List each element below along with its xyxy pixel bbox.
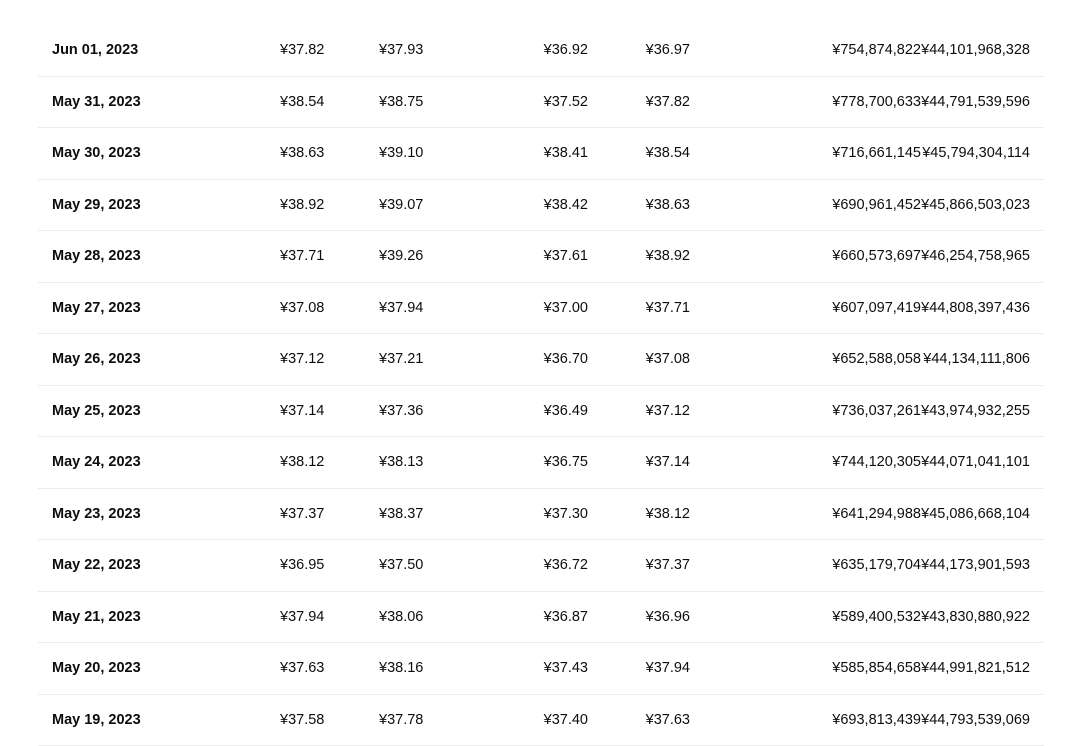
- high-cell: ¥37.93: [379, 25, 423, 77]
- table-row: [38, 25, 1044, 77]
- market-cap-cell: ¥44,101,968,328: [921, 25, 1030, 77]
- table-row: [38, 489, 1044, 541]
- volume-cell: ¥589,400,532: [832, 592, 921, 644]
- volume-cell: ¥744,120,305: [832, 437, 921, 489]
- volume-cell: ¥585,854,658: [832, 643, 921, 695]
- low-cell: ¥36.70: [544, 334, 588, 386]
- low-cell: ¥37.00: [544, 283, 588, 335]
- close-cell: ¥37.82: [646, 77, 690, 129]
- open-cell: ¥38.92: [280, 180, 324, 232]
- high-cell: ¥37.36: [379, 386, 423, 438]
- close-cell: ¥38.63: [646, 180, 690, 232]
- close-cell: ¥37.94: [646, 643, 690, 695]
- volume-cell: ¥690,961,452: [832, 180, 921, 232]
- volume-cell: ¥693,813,439: [832, 695, 921, 746]
- market-cap-cell: ¥45,086,668,104: [921, 489, 1030, 541]
- open-cell: ¥37.14: [280, 386, 324, 438]
- high-cell: ¥37.50: [379, 540, 423, 592]
- market-cap-cell: ¥44,793,539,069: [921, 695, 1030, 746]
- low-cell: ¥36.87: [544, 592, 588, 644]
- low-cell: ¥36.72: [544, 540, 588, 592]
- open-cell: ¥37.94: [280, 592, 324, 644]
- market-cap-cell: ¥44,808,397,436: [921, 283, 1030, 335]
- volume-cell: ¥754,874,822: [832, 25, 921, 77]
- market-cap-cell: ¥44,071,041,101: [921, 437, 1030, 489]
- market-cap-cell: ¥44,991,821,512: [921, 643, 1030, 695]
- close-cell: ¥37.14: [646, 437, 690, 489]
- close-cell: ¥37.08: [646, 334, 690, 386]
- close-cell: ¥37.71: [646, 283, 690, 335]
- table-row: [38, 180, 1044, 232]
- date-cell: May 29, 2023: [52, 180, 141, 232]
- open-cell: ¥37.37: [280, 489, 324, 541]
- low-cell: ¥37.43: [544, 643, 588, 695]
- date-cell: May 30, 2023: [52, 128, 141, 180]
- volume-cell: ¥652,588,058: [832, 334, 921, 386]
- table-row: [38, 437, 1044, 489]
- high-cell: ¥39.10: [379, 128, 423, 180]
- open-cell: ¥38.63: [280, 128, 324, 180]
- open-cell: ¥37.82: [280, 25, 324, 77]
- date-cell: May 19, 2023: [52, 695, 141, 746]
- volume-cell: ¥607,097,419: [832, 283, 921, 335]
- date-cell: May 22, 2023: [52, 540, 141, 592]
- high-cell: ¥38.16: [379, 643, 423, 695]
- table-row: [38, 128, 1044, 180]
- table-row: [38, 592, 1044, 644]
- market-cap-cell: ¥45,866,503,023: [921, 180, 1030, 232]
- date-cell: May 25, 2023: [52, 386, 141, 438]
- close-cell: ¥37.12: [646, 386, 690, 438]
- date-cell: May 20, 2023: [52, 643, 141, 695]
- volume-cell: ¥660,573,697: [832, 231, 921, 283]
- low-cell: ¥38.41: [544, 128, 588, 180]
- open-cell: ¥37.12: [280, 334, 324, 386]
- low-cell: ¥37.61: [544, 231, 588, 283]
- volume-cell: ¥736,037,261: [832, 386, 921, 438]
- high-cell: ¥38.75: [379, 77, 423, 129]
- close-cell: ¥38.12: [646, 489, 690, 541]
- volume-cell: ¥716,661,145: [832, 128, 921, 180]
- high-cell: ¥37.21: [379, 334, 423, 386]
- volume-cell: ¥635,179,704: [832, 540, 921, 592]
- volume-cell: ¥778,700,633: [832, 77, 921, 129]
- close-cell: ¥37.63: [646, 695, 690, 746]
- table-row: [38, 540, 1044, 592]
- date-cell: May 24, 2023: [52, 437, 141, 489]
- high-cell: ¥37.78: [379, 695, 423, 746]
- low-cell: ¥37.52: [544, 77, 588, 129]
- low-cell: ¥38.42: [544, 180, 588, 232]
- date-cell: Jun 01, 2023: [52, 25, 138, 77]
- table-row: [38, 695, 1044, 746]
- price-history-table: [38, 25, 1044, 746]
- open-cell: ¥37.63: [280, 643, 324, 695]
- high-cell: ¥38.13: [379, 437, 423, 489]
- open-cell: ¥38.54: [280, 77, 324, 129]
- table-row: [38, 643, 1044, 695]
- date-cell: May 21, 2023: [52, 592, 141, 644]
- market-cap-cell: ¥44,134,111,806: [923, 334, 1030, 386]
- volume-cell: ¥641,294,988: [832, 489, 921, 541]
- low-cell: ¥36.75: [544, 437, 588, 489]
- table-row: [38, 386, 1044, 438]
- low-cell: ¥36.49: [544, 386, 588, 438]
- market-cap-cell: ¥45,794,304,114: [922, 128, 1030, 180]
- open-cell: ¥37.58: [280, 695, 324, 746]
- high-cell: ¥38.37: [379, 489, 423, 541]
- open-cell: ¥37.08: [280, 283, 324, 335]
- low-cell: ¥37.30: [544, 489, 588, 541]
- low-cell: ¥37.40: [544, 695, 588, 746]
- table-row: [38, 231, 1044, 283]
- date-cell: May 27, 2023: [52, 283, 141, 335]
- market-cap-cell: ¥44,173,901,593: [921, 540, 1030, 592]
- date-cell: May 26, 2023: [52, 334, 141, 386]
- low-cell: ¥36.92: [544, 25, 588, 77]
- close-cell: ¥36.96: [646, 592, 690, 644]
- open-cell: ¥37.71: [280, 231, 324, 283]
- high-cell: ¥38.06: [379, 592, 423, 644]
- market-cap-cell: ¥44,791,539,596: [921, 77, 1030, 129]
- open-cell: ¥38.12: [280, 437, 324, 489]
- market-cap-cell: ¥43,830,880,922: [921, 592, 1030, 644]
- close-cell: ¥37.37: [646, 540, 690, 592]
- market-cap-cell: ¥43,974,932,255: [921, 386, 1030, 438]
- date-cell: May 31, 2023: [52, 77, 141, 129]
- table-row: [38, 283, 1044, 335]
- high-cell: ¥37.94: [379, 283, 423, 335]
- date-cell: May 28, 2023: [52, 231, 141, 283]
- high-cell: ¥39.26: [379, 231, 423, 283]
- open-cell: ¥36.95: [280, 540, 324, 592]
- close-cell: ¥38.54: [646, 128, 690, 180]
- close-cell: ¥36.97: [646, 25, 690, 77]
- table-row: [38, 334, 1044, 386]
- market-cap-cell: ¥46,254,758,965: [921, 231, 1030, 283]
- table-row: [38, 77, 1044, 129]
- date-cell: May 23, 2023: [52, 489, 141, 541]
- high-cell: ¥39.07: [379, 180, 423, 232]
- close-cell: ¥38.92: [646, 231, 690, 283]
